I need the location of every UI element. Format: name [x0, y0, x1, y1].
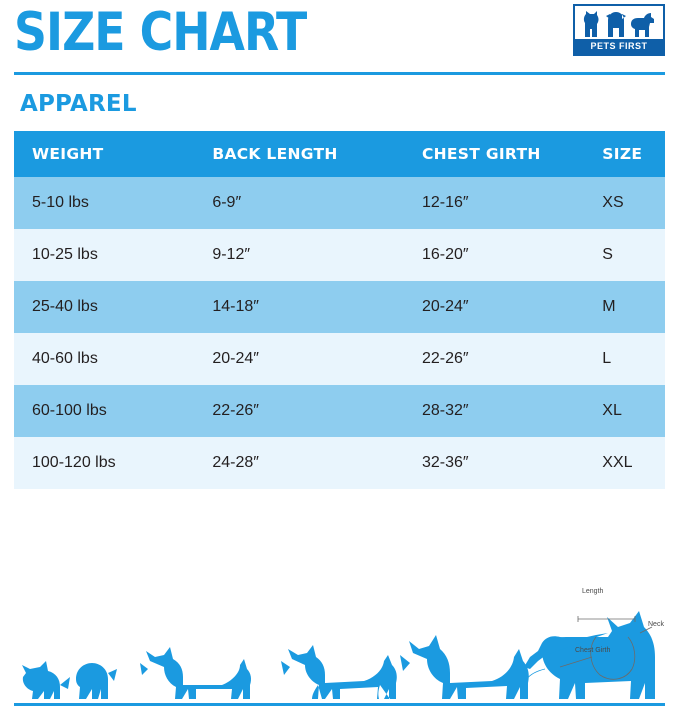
cell-back-length: 24-28″: [194, 437, 404, 489]
cell-size: XS: [584, 177, 665, 229]
page-header: [14, 0, 665, 72]
table-row: [14, 385, 665, 437]
cell-size: S: [584, 229, 665, 281]
diagram-label-chest-girth: Chest Girth: [575, 647, 611, 654]
cell-chest-girth: 22-26″: [404, 333, 584, 385]
pets-logo-icon: [582, 6, 656, 38]
dog-silhouettes-icon: [0, 573, 679, 713]
cell-back-length: 9-12″: [194, 229, 404, 281]
cell-back-length: 20-24″: [194, 333, 404, 385]
cell-back-length: 22-26″: [194, 385, 404, 437]
column-header-weight: WEIGHT: [14, 131, 194, 177]
table-header-row: [14, 131, 665, 177]
cell-weight: 60-100 lbs: [14, 385, 194, 437]
size-chart-table: [14, 131, 665, 489]
cell-weight: 5-10 lbs: [14, 177, 194, 229]
brand-logo: [573, 4, 665, 56]
cell-size: L: [584, 333, 665, 385]
table-row: [14, 333, 665, 385]
column-header-size: SIZE: [584, 131, 665, 177]
cell-weight: 40-60 lbs: [14, 333, 194, 385]
dog-silhouette-row: [0, 573, 679, 713]
column-header-back-length: BACK LENGTH: [194, 131, 404, 177]
diagram-label-neck: Neck: [648, 621, 664, 628]
cell-weight: 25-40 lbs: [14, 281, 194, 333]
table-row: [14, 281, 665, 333]
cell-chest-girth: 28-32″: [404, 385, 584, 437]
column-header-chest-girth: CHEST GIRTH: [404, 131, 584, 177]
cell-size: M: [584, 281, 665, 333]
diagram-label-length: Length: [582, 588, 604, 595]
table-row: [14, 229, 665, 281]
cell-back-length: 14-18″: [194, 281, 404, 333]
table-row: [14, 177, 665, 229]
page-title: SIZE CHART: [14, 2, 307, 63]
bottom-divider: [14, 703, 665, 706]
cell-back-length: 6-9″: [194, 177, 404, 229]
brand-name: PETS FIRST: [575, 39, 663, 54]
cell-chest-girth: 20-24″: [404, 281, 584, 333]
cell-chest-girth: 32-36″: [404, 437, 584, 489]
cell-size: XXL: [584, 437, 665, 489]
cell-chest-girth: 12-16″: [404, 177, 584, 229]
cell-weight: 10-25 lbs: [14, 229, 194, 281]
table-row: [14, 437, 665, 489]
cell-size: XL: [584, 385, 665, 437]
cell-chest-girth: 16-20″: [404, 229, 584, 281]
section-title: APPAREL: [20, 91, 137, 117]
cell-weight: 100-120 lbs: [14, 437, 194, 489]
